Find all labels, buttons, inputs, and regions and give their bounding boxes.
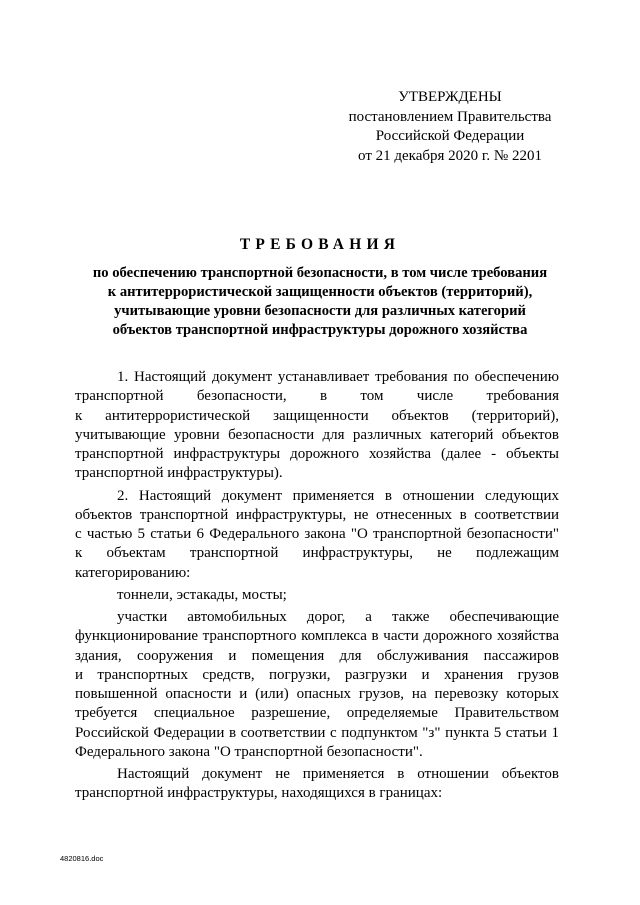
text-line: с частью 5 статьи 6 Федерального закона "О транспортной безопасности" — [75, 526, 559, 542]
text-line: Федерального закона "О транспортной безопасности". — [75, 743, 423, 760]
document-subtitle — [50, 264, 590, 340]
text-line: транспортной инфраструктуры, находящихся в границах: — [75, 785, 443, 802]
text-line: 1. Настоящий документ устанавливает требования по обеспечению — [117, 369, 559, 385]
paragraph-4 — [75, 608, 559, 762]
text-line: повышенной опасности и (или) опасных грузов, на перевозку которых — [75, 686, 559, 702]
document-title: ТРЕБОВАНИЯ — [239, 236, 401, 253]
text-line: функционирование транспортного комплекса в части дорожного хозяйства — [75, 628, 559, 645]
subtitle-line: по обеспечению транспортной безопасности, в том числе требования — [92, 265, 548, 281]
paragraph-2 — [75, 487, 559, 583]
text-line: требуется специальное разрешение, определяемые Правительством — [75, 705, 559, 722]
text-line: транспортной инфраструктуры). — [75, 465, 283, 482]
text-line: тоннели, эстакады, мосты; — [117, 586, 287, 603]
approval-block — [340, 88, 560, 166]
paragraph-5 — [75, 765, 559, 804]
text-line: Российской Федерации в соответствии с подпунктом "з" пункта 5 статьи 1 — [75, 724, 559, 741]
text-line: категорированию: — [75, 564, 191, 581]
paragraph-1 — [75, 368, 559, 484]
approval-date-number: от 21 декабря 2020 г. № 2201 — [358, 147, 542, 164]
approval-heading: УТВЕРЖДЕНЫ — [398, 89, 502, 105]
text-line: объектов транспортной инфраструктуры, не отнесенных в соответствии — [75, 506, 559, 523]
text-line: и транспортных средств, погрузки, разгрузки и хранения грузов — [75, 666, 559, 683]
paragraph-3 — [75, 586, 559, 605]
text-line: здания, сооружения и помещения для обслуживания пассажиров — [75, 647, 559, 664]
text-line: Настоящий документ не применяется в отношении объектов — [117, 766, 559, 782]
text-line: участки автомобильных дорог, а также обеспечивающие — [117, 609, 559, 625]
document-body — [75, 368, 559, 804]
text-line: к антитеррористической защищенности объектов (территорий), — [75, 407, 559, 424]
text-line: транспортной инфраструктуры дорожного хозяйства (далее - объекты — [75, 446, 559, 462]
text-line: транспортной безопасности, в том числе требования — [75, 388, 559, 405]
approval-line: постановлением Правительства — [348, 108, 552, 125]
subtitle-line: учитывающие уровни безопасности для различных категорий — [114, 303, 526, 319]
subtitle-line: к антитеррористической защищенности объектов (территорий), — [107, 284, 533, 300]
text-line: 2. Настоящий документ применяется в отношении следующих — [117, 487, 559, 504]
text-line: к объектам транспортной инфраструктуры, не подлежащим — [75, 545, 559, 562]
document-file-code: 4820816.doc — [60, 854, 104, 863]
approval-line: Российской Федерации — [375, 128, 525, 144]
text-line: учитывающие уровни безопасности для различных категорий объектов — [75, 426, 559, 443]
subtitle-line: объектов транспортной инфраструктуры дорожного хозяйства — [112, 322, 528, 338]
